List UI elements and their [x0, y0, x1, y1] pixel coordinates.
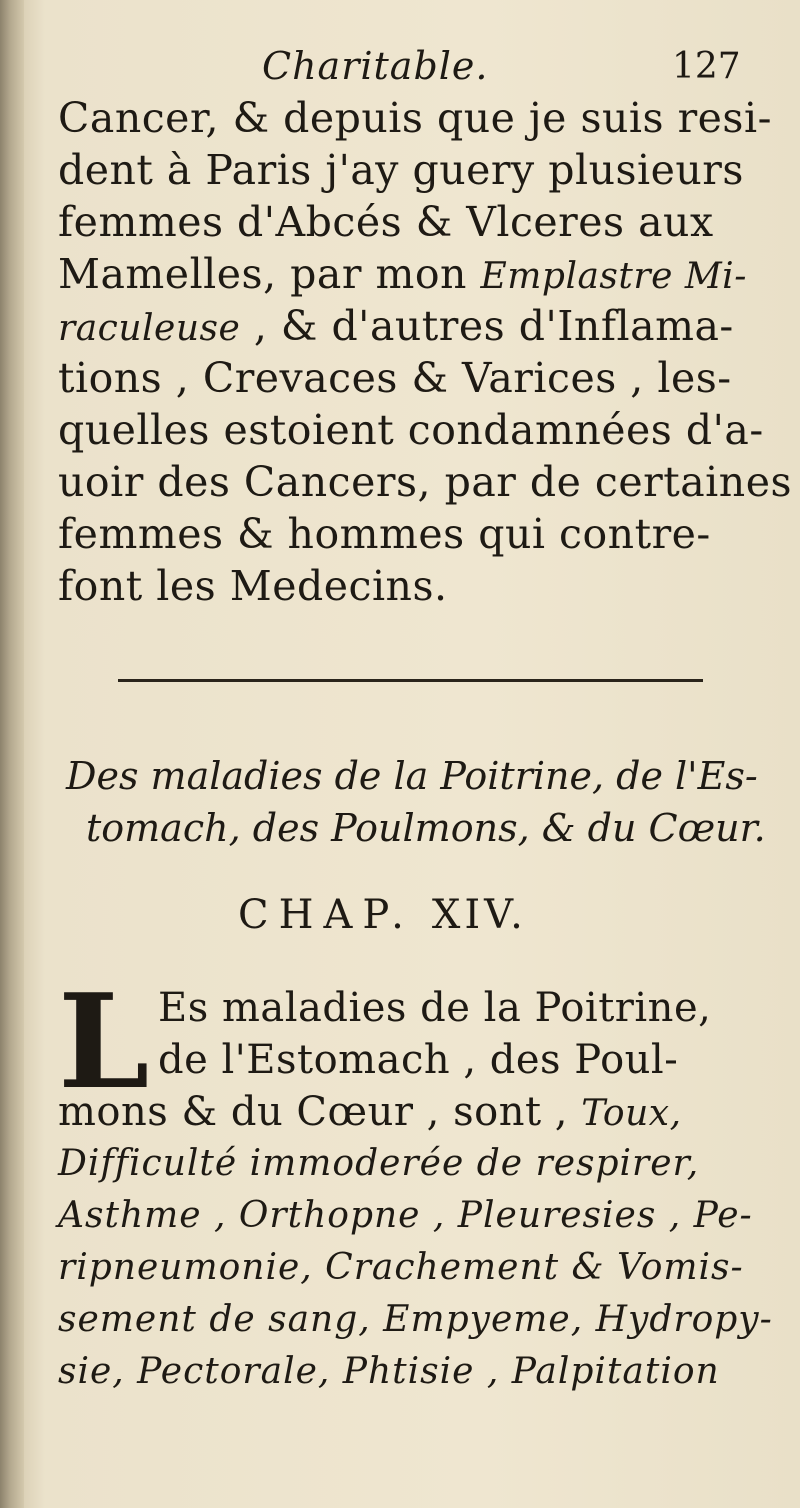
section-title-line: tomach, des Poulmons, & du Cœur.	[86, 806, 766, 850]
section-title	[66, 750, 766, 854]
text-line: de l'Estomach , des Poul-	[158, 1037, 679, 1083]
text-line: femmes & hommes qui contre-	[58, 510, 711, 558]
text-line	[58, 248, 758, 300]
text-line: sie, Pectorale, Phtisie , Palpitation	[58, 1351, 720, 1392]
text-line: quelles estoient condamnées d'a-	[58, 406, 764, 454]
text-line: ripneumonie, Crachement & Vomis-	[58, 1247, 744, 1288]
chapter-number: XIV.	[431, 892, 527, 938]
text-segment: mons & du Cœur , sont ,	[58, 1089, 582, 1135]
italic-term: raculeuse	[58, 308, 241, 349]
text-line: sement de sang, Empyeme, Hydropy-	[58, 1299, 773, 1340]
text-line: Es maladies de la Poitrine,	[158, 985, 712, 1031]
chapter-paragraph	[58, 965, 778, 1398]
text-segment: Mamelles, par mon	[58, 250, 481, 298]
chapter-heading	[238, 892, 527, 938]
text-line: dent à Paris j'ay guery plusieurs	[58, 146, 744, 194]
section-title-line: Des maladies de la Poitrine, de l'Es-	[66, 754, 758, 798]
text-line	[58, 1086, 778, 1138]
page-number: 127	[672, 46, 741, 87]
drop-cap: L	[58, 965, 150, 1118]
text-line: uoir des Cancers, par de certaines	[58, 458, 792, 506]
chapter-label: CHAP.	[238, 892, 414, 938]
body-paragraph	[58, 92, 792, 612]
text-line: Cancer, & depuis que je suis resi-	[58, 94, 772, 142]
text-line: Asthme , Orthopne , Pleuresies , Pe-	[58, 1195, 753, 1236]
italic-term: Toux,	[581, 1093, 682, 1134]
binding-gutter	[0, 0, 24, 1508]
section-divider	[118, 679, 703, 682]
running-head: Charitable.	[262, 44, 489, 88]
italic-term: Emplastre Mi-	[480, 256, 747, 297]
text-line: font les Medecins.	[58, 562, 448, 610]
text-line: tions , Crevaces & Varices , les-	[58, 354, 732, 402]
text-line: Difficulté immoderée de respirer,	[58, 1143, 700, 1184]
text-line	[58, 300, 758, 352]
page-header	[0, 44, 800, 94]
text-segment: , & d'autres d'Inflama-	[240, 302, 734, 350]
text-line: femmes d'Abcés & Vlceres aux	[58, 198, 714, 246]
